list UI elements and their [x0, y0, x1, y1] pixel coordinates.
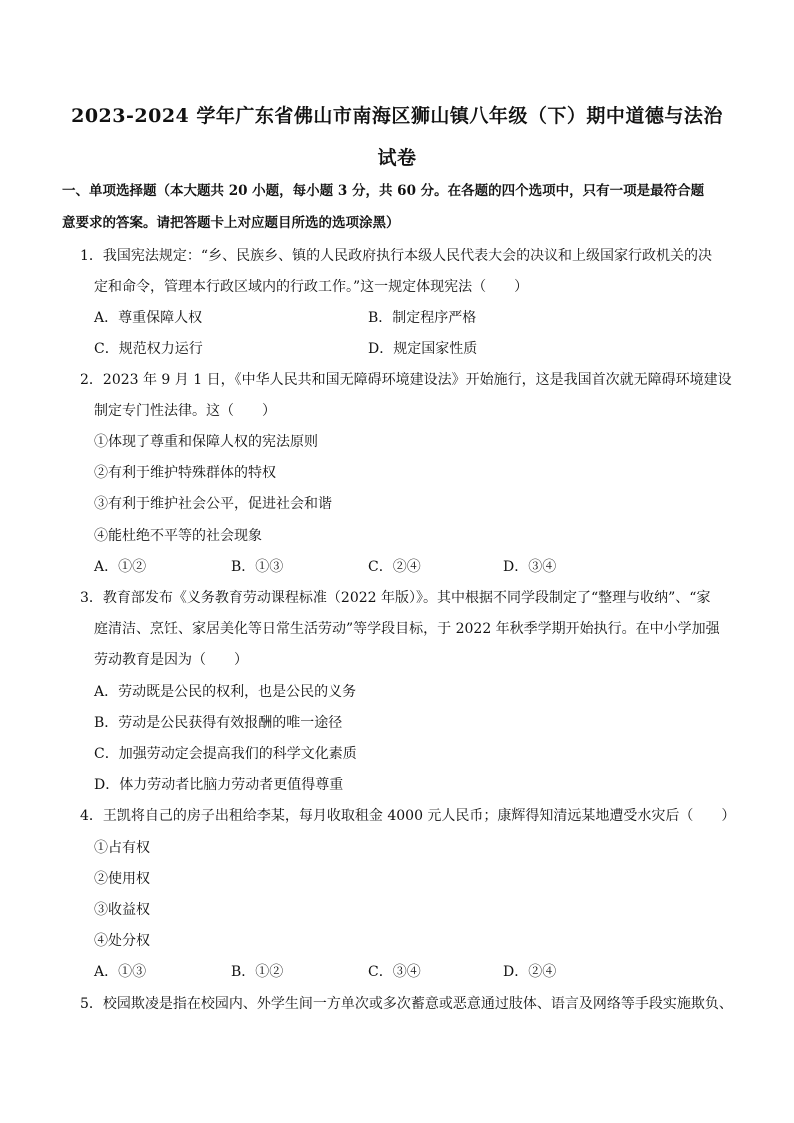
exam-title-line1: 2023-2024 学年广东省佛山市南海区狮山镇八年级（下）期中道德与法治: [71, 105, 723, 127]
question-2-stem-line1: 2．2023 年 9 月 1 日，《中华人民共和国无障碍环境建设法》开始施行，这是我国首次就无障碍环境建设: [80, 372, 732, 388]
question-1-stem-line2: 定和命令，管理本行政区域内的行政工作。”这一规定体现宪法（ ）: [94, 279, 529, 295]
question-2-option-d: D．③④: [503, 559, 557, 575]
question-2-item-2: ②有利于维护特殊群体的特权: [94, 465, 276, 481]
section-instruction-line1: 一、单项选择题（本大题共 20 小题，每小题 3 分，共 60 分。在各题的四个选项中，只有一项是最符合题: [62, 183, 705, 199]
question-1-option-b: B．制定程序严格: [368, 310, 477, 326]
question-3-stem-line1: 3．教育部发布《义务教育劳动课程标准（2022 年版）》。其中根据不同学段制定了“整理与收纳”、“家: [80, 590, 711, 606]
question-4-item-1: ①占有权: [94, 840, 150, 856]
section-instruction-line2: 意要求的答案。请把答题卡上对应题目所选的选项涂黑）: [62, 215, 400, 231]
question-3-stem-line3: 劳动教育是因为（ ）: [94, 652, 248, 668]
question-4-option-d: D．②④: [503, 964, 557, 980]
question-4-item-3: ③收益权: [94, 902, 150, 918]
question-4-option-a: A．①③: [94, 964, 147, 980]
question-4-item-2: ②使用权: [94, 871, 150, 887]
question-4-item-4: ④处分权: [94, 933, 150, 949]
question-2-option-c: C．②④: [368, 559, 421, 575]
question-5-stem-line1: 5．校园欺凌是指在校园内、外学生间一方单次或多次蓄意或恶意通过肢体、语言及网络等手段实施欺负、: [80, 996, 733, 1012]
exam-title-line2: 试卷: [377, 147, 417, 169]
question-2-stem-line2: 制定专门性法律。这（ ）: [94, 403, 276, 419]
question-4-option-b: B．①②: [231, 964, 284, 980]
question-3-option-b: B．劳动是公民获得有效报酬的唯一途径: [94, 715, 343, 731]
question-3-option-d: D．体力劳动者比脑力劳动者更值得尊重: [94, 777, 344, 793]
question-4-stem-line1: 4．王凯将自己的房子出租给李某，每月收取租金 4000 元人民币；康辉得知清远某地遭受水灾后（ ）: [80, 808, 736, 824]
question-1-stem-line1: 1．我国宪法规定：“乡、民族乡、镇的人民政府执行本级人民代表大会的决议和上级国家行政机关的决: [80, 248, 713, 264]
question-3-option-a: A．劳动既是公民的权利，也是公民的义务: [94, 684, 357, 700]
question-3-stem-line2: 庭清洁、烹饪、家居美化等日常生活劳动”等学段目标，于 2022 年秋季学期开始执行。在中小学加强: [94, 621, 720, 637]
question-2-item-4: ④能杜绝不平等的社会现象: [94, 528, 262, 544]
question-4-option-c: C．③④: [368, 964, 421, 980]
question-3-option-c: C．加强劳动定会提高我们的科学文化素质: [94, 746, 357, 762]
question-1-option-c: C．规范权力运行: [94, 341, 203, 357]
question-2-item-3: ③有利于维护社会公平，促进社会和谐: [94, 496, 332, 512]
question-1-option-d: D．规定国家性质: [368, 341, 478, 357]
question-2-item-1: ①体现了尊重和保障人权的宪法原则: [94, 434, 318, 450]
question-1-option-a: A．尊重保障人权: [94, 310, 203, 326]
question-2-option-a: A．①②: [94, 559, 147, 575]
question-2-option-b: B．①③: [231, 559, 284, 575]
